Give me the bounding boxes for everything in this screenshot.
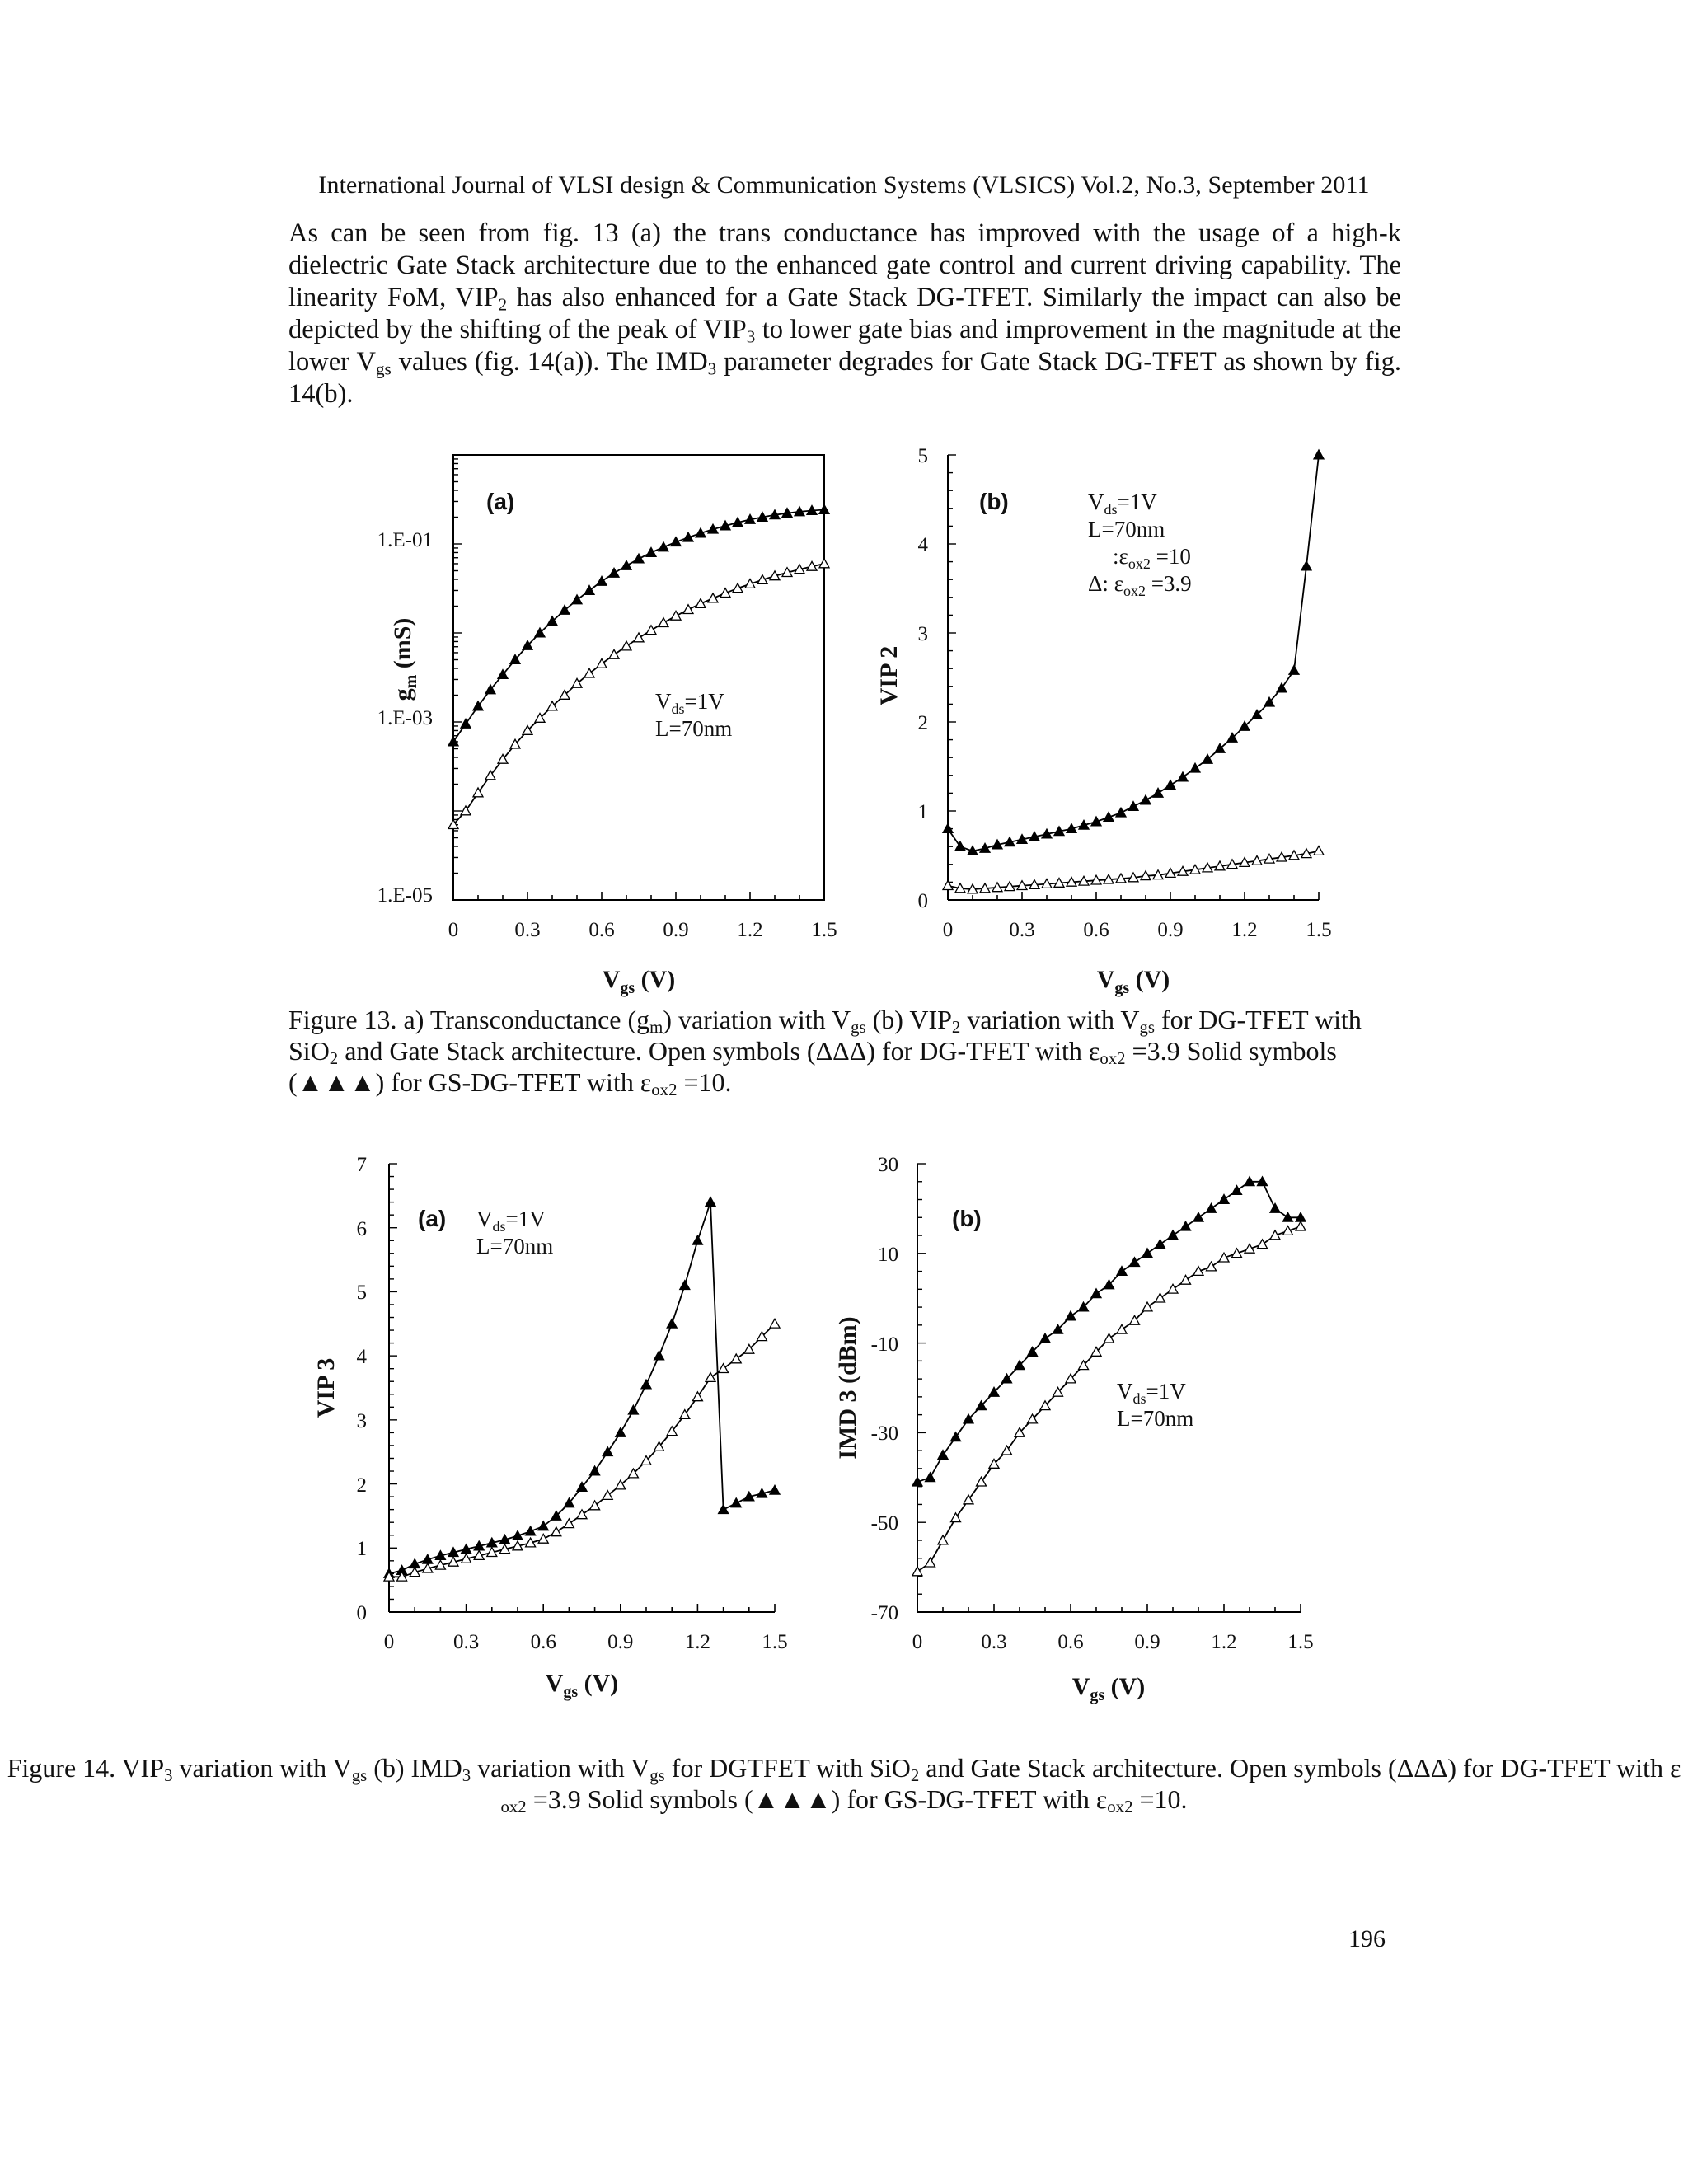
- fig14a-yticklabel-4: 4: [356, 1346, 367, 1368]
- filled-triangle-marker: [1178, 772, 1188, 781]
- fig14b-yticklabel-10: 10: [878, 1244, 898, 1266]
- filled-triangle-marker: [609, 568, 619, 577]
- filled-triangle-marker: [1270, 1203, 1280, 1212]
- fig14b-yticklabel-m70: -70: [870, 1602, 898, 1624]
- fig14b-xticklabel-0.9: 0.9: [1134, 1631, 1160, 1653]
- fig14a-yticklabel-6: 6: [356, 1218, 367, 1240]
- filled-triangle-marker: [1165, 780, 1175, 790]
- open-triangle-marker: [671, 611, 681, 620]
- filled-triangle-marker: [1142, 1249, 1152, 1258]
- fig13a-series-layer: [448, 505, 829, 829]
- fig13a-chart: [377, 455, 837, 997]
- filled-triangle-marker: [1277, 683, 1287, 692]
- open-triangle-marker: [1156, 1293, 1165, 1302]
- fig14a-series-layer: [384, 1197, 780, 1582]
- fig13a-x-ticks: [453, 892, 824, 900]
- filled-triangle-marker: [955, 841, 965, 851]
- open-triangle-marker: [692, 1392, 702, 1401]
- open-triangle-marker: [708, 593, 718, 602]
- open-triangle-marker: [1258, 1240, 1268, 1249]
- filled-triangle-marker: [616, 1427, 626, 1436]
- open-triangle-marker: [706, 1373, 715, 1382]
- fig13a-panel-label: (a): [486, 489, 515, 514]
- fig13b-yticklabel-5: 5: [917, 445, 928, 467]
- filled-triangle-marker: [584, 586, 594, 595]
- fig13a-yticklabel-1e-05: 1.E-05: [377, 884, 433, 907]
- open-triangle-marker: [731, 1354, 741, 1363]
- filled-triangle-marker: [461, 719, 471, 728]
- filled-triangle-marker: [706, 1197, 715, 1207]
- fig14a-xticklabel-1.2: 1.2: [684, 1631, 711, 1653]
- fig14b-xticklabel-0.3: 0.3: [981, 1631, 1007, 1653]
- fig13a-y-axis-label: $g_m$ (mS): [389, 617, 420, 701]
- open-triangle-marker: [609, 649, 619, 658]
- filled-triangle-marker: [1314, 450, 1324, 459]
- filled-triangle-marker: [1116, 808, 1126, 817]
- filled-triangle-marker: [692, 1235, 702, 1244]
- fig13b-x-axis-label: $V_{gs}$ (V): [1096, 966, 1170, 997]
- fig13a-plot-frame: [453, 455, 824, 900]
- fig14b-chart: [834, 1154, 1314, 1704]
- filled-triangle-marker: [1232, 1186, 1242, 1195]
- figure14-caption: Figure 14. $VIP_3$ variation with $V_{gs}$ (b) $IMD_3$ variation with $V_{gs}$ for DGTFET with SiO$_2$ and Gate Stack architecture. Open symbols (ΔΔΔ) for DG-TFET with ε $_{ox2}$ =3.9 Solid symbols (▲▲▲) for GS-DG-TFET with $\varepsilon_{ox2} =10$.: [7, 1753, 1681, 1817]
- open-triangle-marker: [577, 1510, 587, 1519]
- body-paragraph: As can be seen from fig. 13 (a) the trans conductance has improved with the usage of a high-k dielectric Gate Stack architecture due to the enhanced gate control and current driving capability. The linearity FoM, $VIP_2$ has also enhanced for a Gate Stack DG-TFET. Similarly the impact can also be depicted by the shifting of the peak of $VIP_3$ to lower gate bias and improvement in the magnitude at the lower $V_{gs}$ values (fig. 14(a)). The $IMD_3$ parameter degrades for Gate Stack DG-TFET as shown by fig. 14(b).: [288, 218, 1402, 409]
- filled-triangle-marker: [646, 548, 656, 557]
- fig13a-yticklabel-1e-03: 1.E-03: [377, 707, 433, 729]
- fig13a-x-axis-label: $V_{gs}$ (V): [602, 966, 676, 997]
- fig14b-yticklabel-m50: -50: [870, 1512, 898, 1535]
- filled-triangle-marker: [1091, 1289, 1101, 1298]
- fig13a-annotation-vds: $V_{ds}=1V$: [655, 689, 724, 717]
- fig14a-y-axis-label: VIP 3: [312, 1357, 340, 1418]
- filled-triangle-marker: [659, 542, 668, 551]
- fig14a-annotation-vds: $V_{ds}=1V$: [476, 1207, 546, 1235]
- filled-triangle-marker: [667, 1319, 677, 1328]
- fig13b-yticklabel-4: 4: [917, 534, 928, 556]
- fig14a-yticklabel-1: 1: [356, 1538, 367, 1560]
- filled-triangle-marker: [1289, 665, 1299, 674]
- fig14b-xticklabel-1.2: 1.2: [1211, 1631, 1237, 1653]
- fig13b-yticklabel-1: 1: [917, 801, 928, 823]
- fig14b-panel-label: (b): [952, 1206, 982, 1231]
- fig14a-x-axis-label: $V_{gs}$ (V): [545, 1670, 619, 1701]
- fig13a-xticklabel-1.2: 1.2: [737, 919, 763, 941]
- filled-triangle-marker: [926, 1473, 935, 1482]
- fig13a-xticklabel-1.5: 1.5: [811, 919, 837, 941]
- fig13b-chart: [875, 445, 1332, 997]
- filled-triangle-marker: [680, 1281, 690, 1290]
- open-triangle-marker: [1181, 1275, 1191, 1284]
- fig13b-xticklabel-0.3: 0.3: [1009, 919, 1035, 941]
- open-triangle-marker: [538, 1534, 548, 1543]
- fig13a-xticklabel-0.3: 0.3: [514, 919, 541, 941]
- journal-header: International Journal of VLSI design & Communication Systems (VLSICS) Vol.2, No.3, September 2011: [318, 171, 1370, 199]
- fig14a-yticklabel-0: 0: [356, 1602, 367, 1624]
- filled-triangle-marker: [1040, 1333, 1050, 1343]
- fig14a-yticklabel-2: 2: [356, 1474, 367, 1497]
- fig13b-annotation-vds: $V_{ds}=1V$: [1088, 490, 1157, 518]
- filled-triangle-marker: [654, 1351, 664, 1360]
- fig14a-yticklabel-7: 7: [356, 1154, 367, 1176]
- filled-triangle-marker: [597, 576, 607, 585]
- filled-triangle-marker: [1128, 802, 1138, 811]
- fig14a-panel-label: (a): [418, 1206, 447, 1231]
- open-triangle-marker: [683, 605, 693, 614]
- fig13b-xticklabel-0.9: 0.9: [1157, 919, 1184, 941]
- fig13b-series-gate-stack-line: [948, 455, 1319, 851]
- fig14a-xticklabel-0: 0: [383, 1631, 395, 1653]
- fig13b-xticklabel-1.5: 1.5: [1306, 919, 1332, 941]
- fig14b-yticklabel-m30: -30: [870, 1422, 898, 1445]
- open-triangle-marker: [938, 1535, 948, 1544]
- open-triangle-marker: [1142, 1302, 1152, 1311]
- fig13b-series-sio2-line: [948, 851, 1319, 889]
- fig14b-annotation-length: L=70nm: [1117, 1406, 1194, 1431]
- filled-triangle-marker: [1301, 561, 1311, 570]
- filled-triangle-marker: [590, 1466, 600, 1475]
- fig14a-yticklabel-5: 5: [356, 1282, 367, 1304]
- filled-triangle-marker: [628, 1405, 638, 1414]
- filled-triangle-marker: [1066, 1311, 1076, 1320]
- fig14b-x-axis-label: $V_{gs}$ (V): [1071, 1673, 1146, 1704]
- fig13b-xticklabel-0: 0: [942, 919, 954, 941]
- open-triangle-marker: [1117, 1324, 1127, 1333]
- fig14b-annotation-vds: $V_{ds}=1V$: [1117, 1379, 1186, 1407]
- fig14b-y-axis-label: IMD 3 (dBm): [834, 1316, 861, 1460]
- fig14b-xticklabel-0.6: 0.6: [1057, 1631, 1084, 1653]
- fig13b-y-axis-label: VIP 2: [875, 645, 903, 706]
- fig14a-annotation-length: L=70nm: [476, 1234, 554, 1258]
- filled-triangle-marker: [641, 1380, 651, 1389]
- fig14a-xticklabel-0.6: 0.6: [530, 1631, 556, 1653]
- fig13a-series-sio2-line: [453, 564, 824, 825]
- filled-triangle-marker: [1130, 1258, 1140, 1267]
- fig14b-yticklabel-30: 30: [878, 1154, 898, 1176]
- filled-triangle-marker: [621, 560, 631, 569]
- open-triangle-marker: [720, 588, 730, 598]
- fig13b-yticklabel-3: 3: [917, 623, 928, 645]
- filled-triangle-marker: [1153, 788, 1163, 797]
- fig14b-yticklabel-m10: -10: [870, 1333, 898, 1356]
- open-triangle-marker: [659, 618, 668, 627]
- filled-triangle-marker: [770, 1485, 780, 1494]
- fig14b-series-sio2-line: [917, 1226, 1301, 1572]
- fig14a-xticklabel-0.3: 0.3: [452, 1631, 480, 1653]
- page-number: 196: [1348, 1925, 1386, 1952]
- fig14a-ticks: [389, 1164, 775, 1612]
- fig13b-annotation-eps-gs: $:\varepsilon_{ox2} =10$: [1113, 544, 1191, 572]
- fig13a-xticklabel-0: 0: [448, 919, 459, 941]
- fig14a-xticklabel-0.9: 0.9: [607, 1631, 634, 1653]
- filled-triangle-marker: [1141, 795, 1151, 804]
- filled-triangle-marker: [603, 1447, 612, 1456]
- fig14a-chart: [312, 1154, 788, 1701]
- fig14b-xticklabel-0: 0: [912, 1631, 923, 1653]
- open-triangle-marker: [1296, 1221, 1306, 1230]
- filled-triangle-marker: [572, 595, 582, 604]
- open-triangle-marker: [597, 659, 607, 668]
- filled-triangle-marker: [526, 1526, 536, 1535]
- open-triangle-marker: [461, 806, 471, 815]
- fig13a-yticklabel-1e-01: 1.E-01: [377, 529, 433, 551]
- fig13b-xticklabel-0.6: 0.6: [1083, 919, 1109, 941]
- open-triangle-marker: [926, 1558, 935, 1567]
- filled-triangle-marker: [731, 1498, 741, 1507]
- fig13b-annotation-length: L=70nm: [1088, 517, 1165, 541]
- fig14b-series-layer: [912, 1177, 1306, 1576]
- open-triangle-marker: [551, 1527, 561, 1536]
- fig14b-xticklabel-1.5: 1.5: [1287, 1631, 1314, 1653]
- filled-triangle-marker: [719, 1505, 729, 1514]
- fig13a-xticklabel-0.6: 0.6: [588, 919, 615, 941]
- fig13a-xticklabel-0.9: 0.9: [663, 919, 689, 941]
- filled-triangle-marker: [1190, 763, 1200, 772]
- open-triangle-marker: [912, 1567, 922, 1576]
- open-triangle-marker: [770, 1319, 780, 1328]
- filled-triangle-marker: [1156, 1240, 1165, 1249]
- open-triangle-marker: [819, 559, 829, 568]
- fig13b-panel-label: (b): [979, 489, 1009, 514]
- open-triangle-marker: [564, 1519, 574, 1528]
- open-triangle-marker: [646, 626, 656, 635]
- fig13a-y-minor-ticks: [453, 459, 462, 900]
- fig14a-yticklabel-3: 3: [356, 1410, 367, 1432]
- open-triangle-marker: [696, 599, 706, 608]
- filled-triangle-marker: [1181, 1221, 1191, 1230]
- open-triangle-marker: [719, 1364, 729, 1373]
- filled-triangle-marker: [1219, 1195, 1229, 1204]
- open-triangle-marker: [1168, 1284, 1178, 1293]
- fig13b-yticklabel-2: 2: [917, 712, 928, 734]
- figure13-caption: Figure 13. a) Transconductance $(g_m)$ variation with $V_{gs}$ (b) $VIP_2$ variation with $V_{gs}$ for DG-TFET with SiO$_2$ and Gate Stack architecture. Open symbols (ΔΔΔ) for DG-TFET with $\varepsilon_{ox2} =3.9$ Solid symbols (▲▲▲) for GS-DG-TFET with $\varepsilon_{ox2} =10$.: [288, 1005, 1362, 1100]
- fig13a-series-gate-stack-line: [453, 510, 824, 743]
- filled-triangle-marker: [1193, 1212, 1203, 1221]
- fig13a-annotation-length: L=70nm: [655, 716, 733, 741]
- filled-triangle-marker: [1207, 1203, 1217, 1212]
- open-triangle-marker: [621, 641, 631, 650]
- open-triangle-marker: [634, 633, 644, 642]
- filled-triangle-marker: [634, 554, 644, 563]
- fig14a-xticklabel-1.5: 1.5: [762, 1631, 788, 1653]
- filled-triangle-marker: [1117, 1267, 1127, 1276]
- fig13b-annotation-eps-sio2: Δ: $\varepsilon_{ox2} =3.9$: [1088, 571, 1192, 599]
- open-triangle-marker: [1207, 1262, 1217, 1271]
- fig13b-yticklabel-0: 0: [917, 890, 928, 912]
- fig13b-xticklabel-1.2: 1.2: [1231, 919, 1258, 941]
- filled-triangle-marker: [1168, 1230, 1178, 1240]
- open-triangle-marker: [1104, 1333, 1114, 1343]
- open-triangle-marker: [1314, 846, 1324, 855]
